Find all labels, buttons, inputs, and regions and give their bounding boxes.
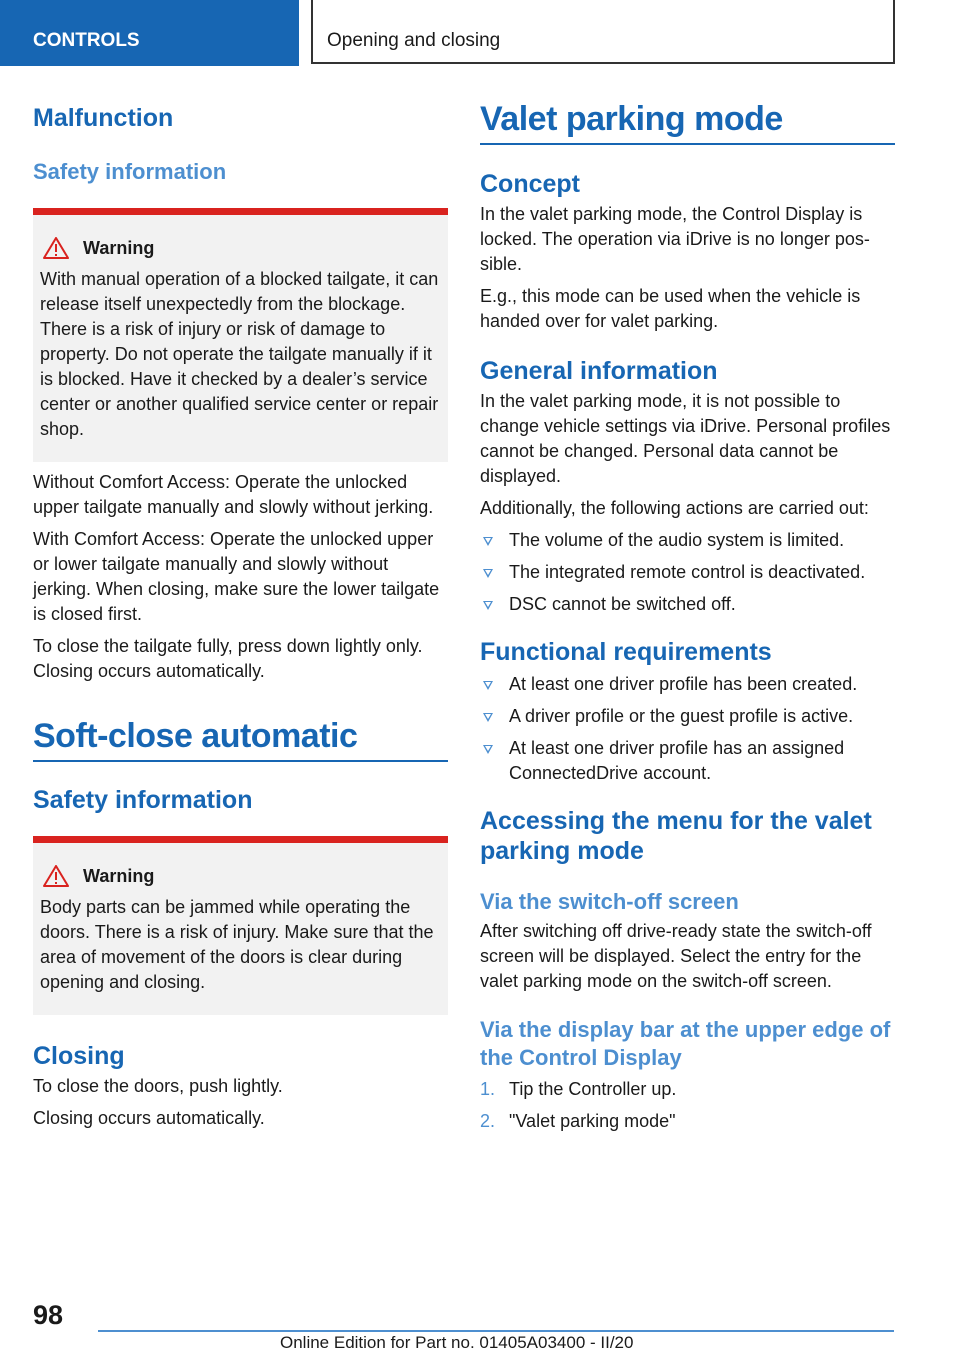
warning-box-1 xyxy=(33,208,448,462)
warning-box-2 xyxy=(33,836,448,1015)
general-paragraph-2: Additionally, the following actions are carried out: xyxy=(480,498,869,518)
general-heading: General information xyxy=(480,357,718,385)
accessing-heading: Accessing the menu for the valet parking mode xyxy=(480,807,872,865)
footer-divider xyxy=(98,1330,894,1332)
page-number: 98 xyxy=(33,1300,64,1330)
left-column xyxy=(33,100,448,1131)
warning-title-1 xyxy=(40,237,440,259)
concept-paragraph-1: In the valet parking mode, the Control Display is locked. The operation via iDrive is no longer possible. xyxy=(480,204,870,274)
warning-label-1: Warning xyxy=(83,237,155,258)
malfunction-heading: Malfunction xyxy=(33,104,174,132)
safety-heading-2: Safety information xyxy=(33,786,253,814)
warning-text-1: With manual operation of a blocked tailgate, it can release itself unexpectedly from the blockage. There is a risk of injury or risk of damage to property. Do not operate the tailgate manually if it is blocked. Have it checked by a dealer’s service center or another qualified service center or repair shop. xyxy=(40,269,439,439)
paragraph-with-comfort: With Comfort Access: Operate the unlocked upper or lower tailgate manually and slowly without jerking. When closing, make sure the lower tailgate is closed first. xyxy=(33,529,440,624)
list-item: A driver profile or the guest profile is active. xyxy=(480,704,895,729)
list-item: The integrated remote control is deactivated. xyxy=(480,560,895,585)
warning-text-2: Body parts can be jammed while operating the doors. There is a risk of injury. Make sure that the area of movement of the doors is clear during opening and closing. xyxy=(40,897,434,992)
warning-label-2: Warning xyxy=(83,865,155,886)
safety-heading-1: Safety information xyxy=(33,159,227,184)
valet-heading: Valet parking mode xyxy=(480,100,895,145)
list-item: The volume of the audio system is limited. xyxy=(480,528,895,553)
switchoff-paragraph: After switching off drive-ready state the switch-off screen will be displayed. Select the entry for the valet parking mode on the switch-off screen. xyxy=(480,921,872,991)
steps-list xyxy=(480,1077,895,1134)
right-column xyxy=(480,100,895,1141)
chapter-title: Opening and closing xyxy=(311,0,895,64)
closing-paragraph-2: Closing occurs automatically. xyxy=(33,1108,265,1128)
triangle-bullet-icon xyxy=(483,537,493,546)
list-item: At least one driver profile has an assigned ConnectedDrive account. xyxy=(480,736,895,786)
list-item: 2. "Valet parking mode" xyxy=(480,1111,676,1131)
switchoff-heading: Via the switch-off screen xyxy=(480,889,739,914)
triangle-bullet-icon xyxy=(483,569,493,578)
closing-heading: Closing xyxy=(33,1042,125,1070)
triangle-bullet-icon xyxy=(483,713,493,722)
general-bullet-list xyxy=(480,528,895,617)
list-item: DSC cannot be switched off. xyxy=(480,592,895,617)
functional-heading: Functional requirements xyxy=(480,638,772,666)
paragraph-close-tailgate: To close the tailgate fully, press down lightly only. Closing occurs automatically. xyxy=(33,636,423,681)
concept-heading: Concept xyxy=(480,170,580,198)
warning-triangle-icon xyxy=(43,865,69,887)
displaybar-heading: Via the display bar at the upper edge of the Control Display xyxy=(480,1017,891,1070)
softclose-heading: Soft-close automatic xyxy=(33,717,448,762)
concept-paragraph-2: E.g., this mode can be used when the vehicle is handed over for valet parking. xyxy=(480,286,861,331)
closing-paragraph-1: To close the doors, push lightly. xyxy=(33,1076,283,1096)
functional-bullet-list xyxy=(480,672,895,786)
edition-text: Online Edition for Part no. 01405A03400 - II/20 xyxy=(280,1333,634,1352)
triangle-bullet-icon xyxy=(483,681,493,690)
triangle-bullet-icon xyxy=(483,601,493,610)
paragraph-without-comfort: Without Comfort Access: Operate the unlocked upper tailgate manually and slowly without jerking. xyxy=(33,472,434,517)
list-item: 1. Tip the Controller up. xyxy=(480,1079,677,1099)
section-tab: CONTROLS xyxy=(0,0,299,66)
list-item: At least one driver profile has been created. xyxy=(480,672,895,697)
general-paragraph-1: In the valet parking mode, it is not possible to change vehicle settings via iDrive. Personal profiles cannot be changed. Personal data cannot be displayed. xyxy=(480,391,891,486)
warning-title-2 xyxy=(40,865,440,887)
warning-triangle-icon xyxy=(43,237,69,259)
page-header xyxy=(0,0,960,66)
triangle-bullet-icon xyxy=(483,745,493,754)
